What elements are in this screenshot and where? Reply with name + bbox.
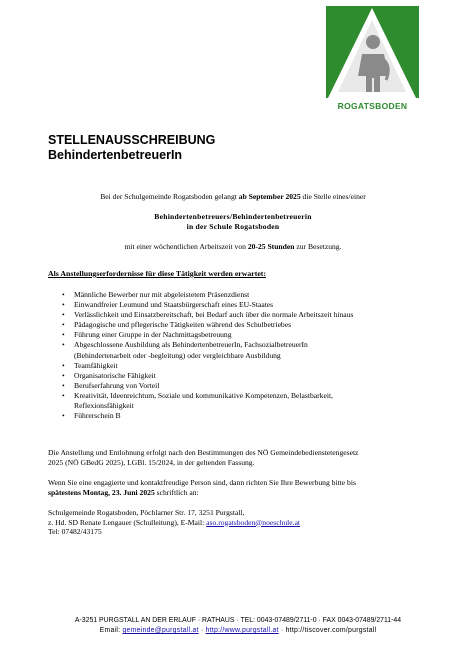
- requirement-text: • Verlässlichkeit und Einsatzbereitschaft, bei Bedarf auch über die normale Arbeitszeit hinaus: [74, 310, 354, 320]
- hours-suffix: zur Besetzung.: [294, 242, 342, 251]
- requirement-text: • Abgeschlossene Ausbildung als BehindertenbetreuerIn, FachsozialbetreuerIn: [74, 340, 308, 350]
- requirement-item: [48, 361, 408, 371]
- logo-graphic: [326, 6, 419, 114]
- employment-line-2: 2025 (NÖ GBedG 2025), LGBl. 15/2024, in der geltenden Fassung.: [48, 457, 255, 467]
- footer-email-label: Email:: [99, 627, 123, 634]
- logo: [326, 6, 419, 114]
- footer-separator: ·: [278, 627, 286, 634]
- requirement-item: [48, 391, 408, 411]
- requirement-text: • Berufserfahrung von Vorteil: [74, 380, 160, 390]
- requirement-item: [48, 300, 408, 310]
- requirement-text: • Führerschein B: [74, 411, 121, 421]
- page-title: [48, 133, 215, 163]
- position-line-1: Behindertenbetreuers/Behindertenbetreuerin: [154, 212, 312, 221]
- requirement-text: • Organisatorische Fähigkeit: [74, 370, 156, 380]
- intro-suffix: die Stelle eines/einer: [300, 192, 366, 201]
- intro-prefix: Bei der Schulgemeinde Rogatsboden gelangt: [100, 192, 239, 201]
- requirement-text: • Einwandfreier Leumund und Staatsbürgerschaft eines EU-Staates: [74, 300, 274, 310]
- footer-links: [48, 627, 428, 634]
- requirement-item: [48, 381, 408, 391]
- employment-line-1: Die Anstellung und Entlohnung erfolgt nach den Bestimmungen des NÖ Gemeindebedienstetengesetz: [48, 448, 359, 457]
- requirement-text: • Kreativität, Ideenreichtum, Soziale und kommunikative Kompetenzen, Belastbarkeit,: [74, 390, 333, 400]
- position-line-2: in der Schule Rogatsboden: [186, 221, 280, 231]
- intro-date: ab September 2025: [238, 192, 301, 201]
- footer-tiscover-link[interactable]: http://tiscover.com/purgstall: [285, 627, 377, 634]
- contact-block: [48, 508, 428, 537]
- requirement-text: • Männliche Bewerber nur mit abgeleistetem Präsenzdienst: [74, 290, 250, 299]
- footer-website-link[interactable]: http://www.purgstall.at: [205, 627, 279, 634]
- requirement-item: [48, 340, 408, 360]
- application-suffix: schriftlich an:: [154, 487, 199, 497]
- intro-text: [48, 192, 418, 202]
- position-title: [48, 212, 418, 231]
- requirement-text: • Pädagogische und pflegerische Tätigkeiten während des Schulbetriebes: [74, 320, 292, 330]
- title-line-2: BehindertenbetreuerIn: [48, 148, 183, 162]
- hours-text: [48, 242, 418, 252]
- requirement-item: [48, 371, 408, 381]
- footer-address: A-3251 PURGSTALL AN DER ERLAUF · RATHAUS · TEL: 0043-07489/2711-0 · FAX 0043-07489/2711-44: [74, 617, 402, 624]
- requirements-title: Als Anstellungserfordernisse für diese Tätigkeit werden erwartet:: [48, 269, 266, 278]
- title-line-1: STELLENAUSSCHREIBUNG: [48, 133, 216, 147]
- contact-person: z. Hd. SD Renate Lengauer (Schulleitung), E-Mail:: [48, 517, 207, 527]
- requirement-item: [48, 330, 408, 340]
- requirement-item: [48, 310, 408, 320]
- requirement-item: [48, 320, 408, 330]
- hours-value: 20-25 Stunden: [247, 242, 295, 251]
- application-text: [48, 478, 428, 497]
- employment-text: [48, 448, 428, 467]
- contact-email-link[interactable]: aso.rogatsboden@noeschule.at: [206, 517, 301, 527]
- footer-email-link[interactable]: gemeinde@purgstall.at: [122, 627, 199, 634]
- requirements-list: [48, 290, 408, 421]
- requirement-text-continued: (Behindertenarbeit oder -begleitung) oder vergleichbare Ausbildung: [74, 350, 281, 360]
- requirement-text-continued: Reflexionsfähigkeit: [74, 401, 134, 411]
- contact-tel: Tel: 07482/43175: [48, 527, 102, 537]
- application-deadline: spätestens Montag, 23. Juni 2025: [48, 487, 155, 497]
- requirement-text: • Teamfähigkeit: [74, 360, 118, 370]
- contact-address: Schulgemeinde Rogatsboden, Pöchlarner Str. 17, 3251 Purgstall,: [48, 508, 245, 517]
- requirement-text: • Führung einer Gruppe in der Nachmittagsbetreuung: [74, 330, 232, 340]
- footer-separator: ·: [198, 627, 206, 634]
- requirement-item: [48, 411, 408, 421]
- requirement-item: [48, 290, 408, 300]
- application-line-1: Wenn Sie eine engagierte und kontaktfreudige Person sind, dann richten Sie Ihre Bewerbung bitte bis: [48, 478, 356, 487]
- logo-wordmark: ROGATSBODEN: [337, 101, 408, 111]
- hours-prefix: mit einer wöchentlichen Arbeitszeit von: [124, 242, 248, 251]
